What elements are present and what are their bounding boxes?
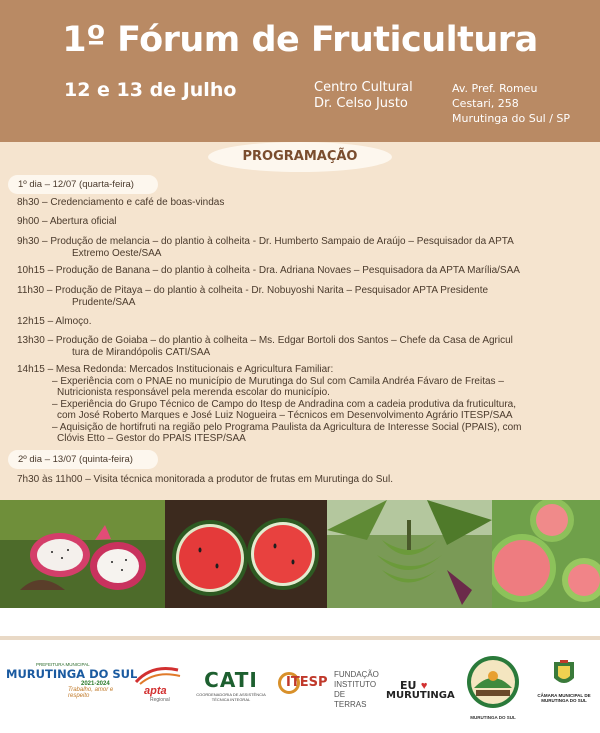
camara-municipal-logo [532,660,596,710]
apta-swoosh-icon [132,664,184,686]
logo-caption: MURUTINGA DO SUL [541,698,587,703]
schedule-line: 14h15 – Mesa Redonda: Mercados Institucionais e Agricultura Familiar: [17,364,334,375]
logo-text: apta [144,685,167,697]
schedule-item [17,236,589,259]
schedule-item [17,364,589,445]
pitaya-photo [0,500,165,608]
schedule-line: – Aquisição de hortifruti na região pelo Programa Paulista da Agricultura de Interesse Social (PPAIS), com [52,421,522,433]
schedule-line: tura de Mirandópolis CATI/SAA [72,346,211,358]
murutinga-seal-logo [462,654,524,720]
day1-label: 1º dia – 12/07 (quarta-feira) [8,175,158,194]
schedule-line: Extremo Oeste/SAA [72,247,162,259]
heart-icon: ♥ [420,680,428,692]
logo-text: EU [400,679,417,692]
schedule-line: Nutricionista responsável pela merenda escolar do município. [57,387,330,398]
schedule-item [17,335,589,358]
address-line: Av. Pref. Romeu [452,82,538,95]
logo-text: MURUTINGA DO SUL [6,667,138,681]
logo-caption: Regional [150,697,170,703]
logo-text: MURUTINGA [386,690,455,701]
banana-photo [327,500,492,608]
logo-caption-line: INSTITUTO [334,680,377,689]
guava-photo [492,500,600,608]
schedule-line: – Experiência do Grupo Técnico de Campo do Itesp de Andradina com a cadeia produtiva da fruticultura, [52,398,516,410]
murutinga-prefeitura-logo [6,662,138,706]
venue-line: Dr. Celso Justo [314,96,408,111]
schedule-line: 11h30 – Produção de Pitaya – do plantio à colheita - Dr. Nobuyoshi Narita – Pesquisador APTA Presidente [17,285,489,296]
schedule-line: 13h30 – Produção de Goiaba – do plantio à colheita – Ms. Edgar Bortoli dos Santos – Chefe da Casa de Agricul [17,335,513,346]
schedule-line: Prudente/SAA [72,296,136,308]
itesp-logo [278,670,379,709]
apta-logo [132,664,184,704]
event-address [452,81,570,126]
seal-emblem-icon [462,654,524,710]
fruit-photo-strip [0,500,600,608]
eu-line [400,676,452,692]
schedule-line: com José Roberto Marques e José Luiz Nogueira – Técnicos em Desenvolvimento Agrário ITESP/SAA [57,410,513,421]
cati-logo [196,668,266,704]
schedule-item: 8h30 – Credenciamento e café de boas-vindas [17,197,225,208]
logo-caption [334,670,379,710]
logo-caption: CÂMARA MUNICIPAL DE [537,693,591,698]
logo-caption: PREFEITURA MUNICIPAL [36,662,90,667]
schedule-item: 12h15 – Almoço. [17,316,92,327]
schedule-item: 10h15 – Produção de Banana – do plantio à colheita - Dra. Adriana Novaes – Pesquisadora da APTA Marília/SAA [17,265,520,276]
venue-line: Centro Cultural [314,80,413,95]
logo-caption-line: DE TERRAS [334,690,367,709]
address-line: Murutinga do Sul / SP [452,112,571,125]
watermelon-photo [165,500,327,608]
program-heading: PROGRAMAÇÃO [208,142,392,172]
schedule-line: 9h30 – Produção de melancia – do plantio à colheita - Dr. Humberto Sampaio de Araújo – Pesquisador da APTA [17,236,514,247]
footer-divider [0,636,600,640]
schedule-item: 7h30 às 11h00 – Visita técnica monitorada a produtor de frutas em Murutinga do Sul. [17,474,393,485]
event-title: 1º Fórum de Fruticultura [62,20,538,60]
logo-caption: MURUTINGA DO SUL [470,715,516,720]
logo-text: CATI [204,668,258,692]
schedule-item [17,285,589,308]
day2-label: 2º dia – 13/07 (quinta-feira) [8,450,158,469]
coat-of-arms-icon [532,660,596,688]
logo-text: ITESP [286,675,328,690]
logo-caption-line: FUNDAÇÃO [334,670,379,679]
event-date: 12 e 13 de Julho [64,79,237,101]
logo-caption: COORDENADORIA DE ASSISTÊNCIA [196,692,266,697]
eu-murutinga-logo [386,676,455,706]
schedule-line: – Experiência com o PNAE no município de Murutinga do Sul com Camila Andréa Fávaro de Freitas – [52,375,504,387]
address-line: Cestari, 258 [452,97,519,110]
event-venue [314,80,413,112]
schedule-line: Clóvis Etto – Gestor do PPAIS ITESP/SAA [57,433,246,444]
schedule-item: 9h00 – Abertura oficial [17,216,117,227]
logo-slogan: Trabalho, amor e respeito [68,687,114,699]
logo-caption: TÉCNICA INTEGRAL [211,697,251,702]
logo-years: 2021-2024 [81,681,110,687]
